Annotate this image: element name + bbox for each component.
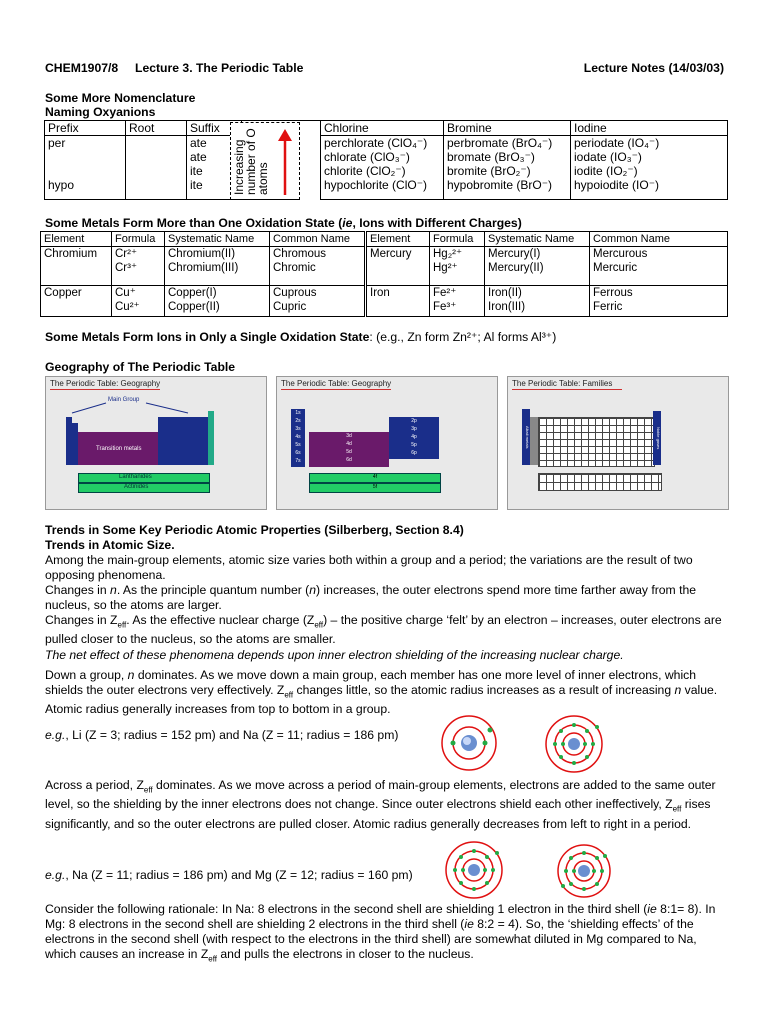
example-na-mg <box>45 868 413 882</box>
text-run: changes little, so the atomic radius increases as a result of increasing <box>293 683 675 697</box>
text-run: e.g. <box>45 728 66 742</box>
slide-geography-2 <box>276 376 498 510</box>
alkaline-earth-column <box>530 417 538 465</box>
f-rows-grid <box>538 473 662 491</box>
col-header: Formula <box>430 232 485 247</box>
orbital-label: 3p <box>411 426 417 432</box>
section-title-atomic-size: Trends in Atomic Size. <box>45 538 175 552</box>
bromine-cell <box>444 136 571 200</box>
families-grid <box>538 417 655 467</box>
root-cell <box>126 136 187 200</box>
oxidation-state-table <box>40 231 728 317</box>
col-header: Systematic Name <box>165 232 270 247</box>
orbital-label: 4f <box>372 474 378 480</box>
common-name: Ferric <box>593 301 623 313</box>
systematic-name: Copper(I) <box>168 287 217 299</box>
common-name: Ferrous <box>593 287 633 299</box>
text-run: , Na (Z = 11; radius = 186 pm) and Mg (Z = 12; radius = 160 pm) <box>65 868 413 882</box>
systematic-name: Chromium(II) <box>168 248 236 260</box>
slide-geography-1 <box>45 376 267 510</box>
text-run: Across a period, Z <box>45 778 144 792</box>
noble-column <box>653 411 661 465</box>
prefix-value: per <box>48 136 66 150</box>
slide-title-underline <box>50 389 160 390</box>
col-header: Chlorine <box>321 121 444 136</box>
single-state-rest: : (e.g., Zn form Zn²⁺; Al forms Al³⁺) <box>369 330 557 344</box>
text-run: . As the effective nuclear charge (Z <box>126 613 315 627</box>
text-run: n <box>674 683 682 697</box>
systematic-name: Mercury(II) <box>488 262 544 274</box>
text-run: ) – the positive charge ‘felt’ by an electron – increases, outer electrons are pulled closer to the nucleus, so the atoms are smaller. <box>45 613 722 647</box>
text-run: eff <box>284 690 294 700</box>
section-title-oxyanions: Naming Oxyanions <box>45 105 156 119</box>
orbital-label: 4d <box>346 441 352 447</box>
common-name: Chromic <box>273 262 316 274</box>
col-header: Common Name <box>270 232 366 247</box>
text-run: dominates. As we move down a main group, each member has one more level of inner electrons, which shields the outer electrons very effectively. Z <box>45 668 697 697</box>
iodine-cell <box>571 136 728 200</box>
transition-label: Transition metals <box>96 446 142 452</box>
col-header: Element <box>41 232 112 247</box>
slide-title: The Periodic Table: Geography <box>281 379 392 388</box>
text-run: , Li (Z = 3; radius = 152 pm) and Na (Z = 11; radius = 186 pm) <box>65 728 399 742</box>
prefix-cell <box>45 136 126 200</box>
systematic-name: Iron(II) <box>488 287 522 299</box>
bromine-value: hypobromite (BrO⁻) <box>447 178 553 192</box>
text-run: dominates. As we move across a period of main-group elements, electrons are added to the same outer level, so the shielding by the inner electrons does not change. Since outer electrons shield each other ineffectively, Z <box>45 778 716 812</box>
sodium-atom-diagram <box>544 714 604 774</box>
alkali-label: Alkali metals <box>525 425 530 449</box>
slide-title: The Periodic Table: Geography <box>50 379 161 388</box>
formula: Cr²⁺ <box>115 248 138 260</box>
formula: Hg₂²⁺ <box>433 248 463 260</box>
main-group-arrows <box>68 399 218 419</box>
suffix-value: ite <box>190 164 203 178</box>
col-header: Bromine <box>444 121 571 136</box>
single-state-bold: Some Metals Form Ions in Only a Single Oxidation State <box>45 330 370 344</box>
single-state-line <box>45 330 556 344</box>
arrow-label: Increasing number of O atoms <box>232 128 270 195</box>
col-header: Prefix <box>45 121 126 136</box>
orbital-label: 6d <box>346 457 352 463</box>
orbital-label: 6s <box>295 450 301 456</box>
text-run: n <box>309 583 317 597</box>
sodium-atom-diagram-2 <box>444 840 504 900</box>
lithium-atom-diagram <box>438 712 500 774</box>
oxyanion-table <box>44 120 728 200</box>
orbital-label: 5p <box>411 442 417 448</box>
formula: Cr³⁺ <box>115 262 138 274</box>
text-run: ) increases, the outer electrons spend more time farther away from the nucleus, so the atoms are larger. <box>45 583 697 612</box>
text-run: Changes in Z <box>45 613 118 627</box>
alkali-column <box>522 409 530 465</box>
course-code: CHEM1907/8 <box>45 61 119 75</box>
text-run: ie <box>647 902 657 916</box>
up-arrow-icon <box>275 127 295 197</box>
s-block <box>291 409 305 467</box>
iodine-value: periodate (IO₄⁻) <box>574 136 660 150</box>
actinides-bar <box>78 483 210 493</box>
element-name: Mercury <box>370 248 412 260</box>
text-run: Consider the following rationale: In Na: 8 electrons in the second shell are shielding 1 electron in the third shell ( <box>45 902 648 916</box>
section-title-oxidation-states: Some Metals Form More than One Oxidation State (ie, Ions with Different Charges) <box>45 216 522 230</box>
paragraph-rationale <box>45 902 725 966</box>
chlorine-value: perchlorate (ClO₄⁻) <box>324 136 428 150</box>
orbital-label: 4s <box>295 434 301 440</box>
suffix-value: ate <box>190 150 207 164</box>
table-row <box>41 247 728 286</box>
col-header: Iodine <box>571 121 728 136</box>
text-run: 8:1= 8). In Mg: 8 electrons in the second shell are shielding 2 electrons in the third shell ( <box>45 902 716 931</box>
lanthanides-label: Lanthanides <box>119 474 152 480</box>
chlorine-value: chlorite (ClO₂⁻) <box>324 164 406 178</box>
common-name: Mercurous <box>593 248 648 260</box>
magnesium-atom-diagram <box>555 842 613 900</box>
element-name: Copper <box>44 287 82 299</box>
text-run: eff <box>208 954 218 964</box>
formula: Cu²⁺ <box>115 301 140 313</box>
text-run: Down a group, <box>45 668 128 682</box>
text-run: n <box>127 668 135 682</box>
iodine-value: hypoiodite (IO⁻) <box>574 178 660 192</box>
paragraph-down-group <box>45 668 725 717</box>
arrow-box <box>230 122 300 200</box>
transition-block <box>78 432 158 465</box>
orbital-label: 4p <box>411 434 417 440</box>
common-name: Chromous <box>273 248 327 260</box>
noble-block <box>208 411 214 465</box>
col-header: Systematic Name <box>485 232 590 247</box>
paragraph-changes-n <box>45 583 725 613</box>
f-block-5f <box>309 483 441 493</box>
paragraph-changes-zeff <box>45 613 725 647</box>
text-run: rises significantly, and so the outer electrons are pulled closer. Atomic radius generally decreases from left to right in a period. <box>45 797 711 831</box>
section-title-nomenclature: Some More Nomenclature <box>45 91 196 105</box>
text-run: eff <box>117 620 127 630</box>
section-title-geography: Geography of The Periodic Table <box>45 360 236 374</box>
chlorine-cell <box>321 136 444 200</box>
text-run: eff <box>143 785 153 795</box>
col-header: Suffix <box>187 121 242 136</box>
text-run: e.g. <box>45 868 66 882</box>
common-name: Cuprous <box>273 287 317 299</box>
lecture-title: Lecture 3. The Periodic Table <box>135 61 304 75</box>
p-block <box>158 417 208 465</box>
formula: Fe³⁺ <box>433 301 457 313</box>
table-row <box>41 286 728 317</box>
bromine-value: perbromate (BrO₄⁻) <box>447 136 553 150</box>
col-header: Root <box>126 121 187 136</box>
bromine-value: bromite (BrO₂⁻) <box>447 164 531 178</box>
systematic-name: Iron(III) <box>488 301 526 313</box>
orbital-label: 3s <box>295 426 301 432</box>
col-header: Common Name <box>590 232 728 247</box>
common-name: Cupric <box>273 301 307 313</box>
suffix-value: ate <box>190 136 207 150</box>
col-header: Formula <box>112 232 165 247</box>
paragraph-net-effect: The net effect of these phenomena depends upon inner electron shielding of the increasing nuclear charge. <box>45 648 624 662</box>
section-title-trends: Trends in Some Key Periodic Atomic Properties (Silberberg, Section 8.4) <box>45 523 464 537</box>
text-run: eff <box>314 620 324 630</box>
orbital-label: 7s <box>295 458 301 464</box>
text-run: Changes in <box>45 583 111 597</box>
prefix-value: hypo <box>48 178 75 192</box>
formula: Hg²⁺ <box>433 262 458 274</box>
orbital-label: 2p <box>411 418 417 424</box>
orbital-label: 2s <box>295 418 301 424</box>
p-block <box>389 417 439 459</box>
suffix-value: ite <box>190 178 203 192</box>
orbital-label: 5s <box>295 442 301 448</box>
chlorine-value: hypochlorite (ClO⁻) <box>324 178 428 192</box>
text-run: eff <box>672 804 682 814</box>
col-header: Element <box>366 232 430 247</box>
text-run: . As the principle quantum number ( <box>116 583 310 597</box>
lanthanides-bar <box>78 473 210 483</box>
noble-label: Noble gases <box>656 426 661 450</box>
systematic-name: Mercury(I) <box>488 248 541 260</box>
formula: Cu⁺ <box>115 287 136 299</box>
text-run: ie <box>464 917 474 931</box>
systematic-name: Copper(II) <box>168 301 220 313</box>
slide-families <box>507 376 729 510</box>
text-run: 8:2 = 4). So, the ‘shielding effects’ of the electrons in the second shell (with respect to the electrons in the third shell) are somewhat diluted in Mg compared to Na, which causes an increase in Z <box>45 917 697 961</box>
paragraph-across-period <box>45 778 725 832</box>
d-block <box>309 432 389 467</box>
slide-title-underline <box>512 389 622 390</box>
orbital-label: 1s <box>295 410 301 416</box>
f-block-4f <box>309 473 441 483</box>
iodine-value: iodate (IO₃⁻) <box>574 150 642 164</box>
orbital-label: 3d <box>346 433 352 439</box>
orbital-label: 6p <box>411 450 417 456</box>
bromine-value: bromate (BrO₃⁻) <box>447 150 535 164</box>
element-name: Iron <box>370 287 390 299</box>
actinides-label: Actinides <box>124 484 149 490</box>
element-name: Chromium <box>44 248 98 260</box>
main-group-label: Main Group <box>108 397 140 403</box>
common-name: Mercuric <box>593 262 638 274</box>
orbital-label: 5d <box>346 449 352 455</box>
text-run: value. Atomic radius generally increases from top to bottom in a group. <box>45 683 718 717</box>
lecture-notes-date: Lecture Notes (14/03/03) <box>583 61 724 75</box>
chlorine-value: chlorate (ClO₃⁻) <box>324 150 410 164</box>
systematic-name: Chromium(III) <box>168 262 239 274</box>
orbital-label: 5f <box>372 484 378 490</box>
slide-title-underline <box>281 389 391 390</box>
paragraph-intro: Among the main-group elements, atomic size varies both within a group and a period; the variations are the result of two opposing phenomena. <box>45 553 693 582</box>
slide-title: The Periodic Table: Families <box>512 379 613 388</box>
text-run: n <box>110 583 117 597</box>
text-run: and pulls the electrons in closer to the nucleus. <box>217 947 474 961</box>
example-li-na <box>45 728 398 742</box>
iodine-value: iodite (IO₂⁻) <box>574 164 638 178</box>
formula: Fe²⁺ <box>433 287 457 299</box>
